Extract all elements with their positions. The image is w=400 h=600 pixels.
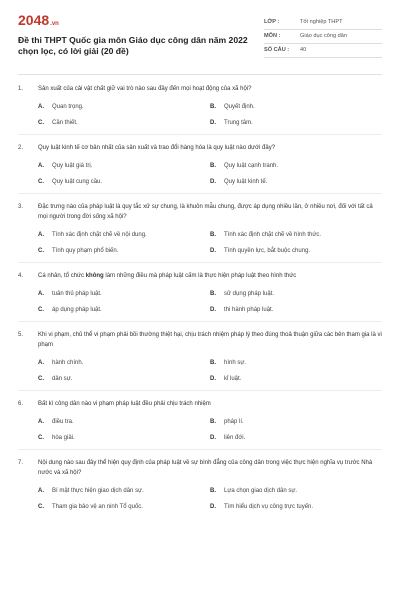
question-text-row	[18, 202, 382, 222]
options	[38, 161, 382, 187]
option-text: thi hành pháp luật.	[224, 307, 274, 313]
option-row	[38, 358, 382, 368]
option-letter: C.	[38, 376, 44, 382]
option-text: kỉ luật.	[224, 376, 242, 382]
option-text: pháp lí.	[224, 419, 244, 425]
meta-value: Tốt nghiệp THPT	[300, 19, 343, 25]
answer-option[interactable]	[210, 502, 382, 512]
answer-option[interactable]	[38, 417, 210, 427]
option-row	[38, 374, 382, 384]
question-number: 3.	[18, 204, 24, 210]
document-meta	[264, 16, 382, 58]
option-text: Quy luật cạnh tranh.	[224, 163, 279, 169]
question-number: 7.	[18, 460, 24, 466]
option-letter: B.	[210, 163, 216, 169]
question-item	[18, 194, 382, 263]
option-letter: D.	[210, 120, 216, 126]
question-text: Đặc trưng nào của pháp luật là quy tắc xử sự chung, là khuôn mẫu chung, được áp dụng nhiều lần, ở nhiều nơi, đối với tất cả mọi người trong đời sống xã hội?	[38, 204, 373, 220]
option-row	[38, 118, 382, 128]
meta-key: MÔN :	[264, 33, 281, 39]
meta-value: 40	[300, 47, 307, 53]
answer-option[interactable]	[38, 374, 210, 384]
question-text-part: làm những điều mà pháp luật cấm là thực hiện pháp luật theo hình thức	[103, 273, 297, 279]
option-text: tuân thủ pháp luật.	[52, 291, 102, 297]
options	[38, 486, 382, 512]
option-letter: B.	[210, 291, 216, 297]
question-text: Nội dung nào sau đây thể hiện quy định của pháp luật về sự bình đẳng của công dân trong việc thực hiện nghĩa vụ trước Nhà nước và xã hội?	[38, 460, 373, 476]
option-text: Tham gia bảo vệ an ninh Tổ quốc.	[52, 504, 143, 510]
option-letter: D.	[210, 248, 216, 254]
question-text-row	[18, 143, 382, 153]
site-logo[interactable]	[18, 12, 248, 32]
option-text: Bí mật thực hiện giao dịch dân sự.	[52, 488, 144, 494]
answer-option[interactable]	[38, 177, 210, 187]
option-letter: B.	[210, 104, 216, 110]
option-text: Quyết định.	[224, 104, 255, 110]
question-text-row	[18, 399, 382, 409]
option-text: Quy luật giá trị.	[52, 163, 93, 169]
question-text-part: Cá nhân, tổ chức	[38, 273, 86, 279]
question-number: 4.	[18, 273, 24, 279]
answer-option[interactable]	[210, 358, 382, 368]
option-row	[38, 502, 382, 512]
option-letter: A.	[38, 163, 44, 169]
answer-option[interactable]	[210, 374, 382, 384]
answer-option[interactable]	[210, 486, 382, 496]
question-text-row	[18, 271, 382, 281]
answer-option[interactable]	[38, 433, 210, 443]
option-row	[38, 161, 382, 171]
option-row	[38, 433, 382, 443]
answer-option[interactable]	[210, 102, 382, 112]
option-text: liên đới.	[224, 435, 246, 441]
option-row	[38, 486, 382, 496]
option-letter: A.	[38, 291, 44, 297]
option-row	[38, 230, 382, 240]
option-letter: B.	[210, 419, 216, 425]
answer-option[interactable]	[38, 118, 210, 128]
option-letter: D.	[210, 376, 216, 382]
question-text-row	[18, 84, 382, 94]
question-text: Bất kì công dân nào vi phạm pháp luật đều phải chịu trách nhiệm	[38, 401, 211, 407]
option-text: hòa giải.	[52, 435, 75, 441]
option-row	[38, 305, 382, 315]
option-text: điều tra.	[52, 419, 74, 425]
answer-option[interactable]	[210, 161, 382, 171]
option-text: Tính xác định chặt chẽ về hình thức.	[224, 232, 322, 238]
header-left	[18, 12, 248, 58]
option-letter: A.	[38, 232, 44, 238]
option-text: Quy luật kinh tế.	[224, 179, 268, 185]
answer-option[interactable]	[38, 502, 210, 512]
answer-option[interactable]	[210, 177, 382, 187]
answer-option[interactable]	[38, 161, 210, 171]
option-text: Trung tâm.	[224, 120, 253, 126]
option-row	[38, 246, 382, 256]
answer-option[interactable]	[38, 486, 210, 496]
options	[38, 230, 382, 256]
question-number: 1.	[18, 86, 24, 92]
answer-option[interactable]	[38, 305, 210, 315]
option-letter: B.	[210, 232, 216, 238]
answer-option[interactable]	[210, 417, 382, 427]
meta-value: Giáo dục công dân	[300, 33, 347, 39]
question-emphasis: không	[85, 273, 104, 279]
answer-option[interactable]	[38, 230, 210, 240]
option-row	[38, 177, 382, 187]
question-number: 2.	[18, 145, 24, 151]
question-item	[18, 391, 382, 450]
option-text: Quan trọng.	[52, 104, 84, 110]
option-text: dân sự.	[52, 376, 73, 382]
question-list	[18, 75, 382, 512]
option-text: Lựa chọn giao dịch dân sự.	[224, 488, 298, 494]
meta-key: LỚP :	[264, 19, 280, 25]
answer-option[interactable]	[210, 289, 382, 299]
option-row	[38, 417, 382, 427]
option-letter: C.	[38, 504, 44, 510]
question-text: Quy luật kinh tế cơ bản nhất của sản xuất và trao đổi hàng hóa là quy luật nào dưới đây?	[38, 145, 276, 151]
logo-domain: .vn	[50, 21, 59, 27]
option-letter: C.	[38, 248, 44, 254]
option-letter: C.	[38, 307, 44, 313]
question-number: 5.	[18, 332, 24, 338]
option-text: Cần thiết.	[52, 120, 78, 126]
question-text: Sản xuất của cải vật chất giữ vai trò nào sau đây đến mọi hoạt động của xã hội?	[38, 86, 252, 92]
document-title: Đề thi THPT Quốc gia môn Giáo dục công dân năm 2022 chọn lọc, có lời giải (20 đề)	[18, 35, 248, 56]
options	[38, 358, 382, 384]
question-text-row	[18, 330, 382, 350]
option-text: hành chính.	[52, 360, 84, 366]
option-row	[38, 289, 382, 299]
option-letter: A.	[38, 104, 44, 110]
answer-option[interactable]	[210, 246, 382, 256]
answer-option[interactable]	[38, 289, 210, 299]
question-item	[18, 450, 382, 512]
logo-text: 2048	[18, 12, 50, 28]
question-text-row	[18, 458, 382, 478]
option-letter: D.	[210, 504, 216, 510]
option-text: Tìm hiểu dịch vụ công trực tuyến.	[224, 504, 314, 510]
answer-option[interactable]	[210, 118, 382, 128]
option-letter: A.	[38, 419, 44, 425]
option-text: Tính xác định chặt chẽ về nội dung.	[52, 232, 147, 238]
option-text: áp dụng pháp luật.	[52, 307, 102, 313]
question-text	[38, 271, 382, 281]
answer-option[interactable]	[210, 433, 382, 443]
option-text: sử dụng pháp luật.	[224, 291, 275, 297]
option-text: Tính quyền lực, bắt buộc chung.	[224, 248, 311, 254]
answer-option[interactable]	[210, 305, 382, 315]
meta-row-count	[264, 44, 382, 58]
option-letter: C.	[38, 120, 44, 126]
option-letter: C.	[38, 435, 44, 441]
answer-option[interactable]	[210, 230, 382, 240]
question-item	[18, 75, 382, 135]
question-text: Khi vi phạm, chủ thể vi phạm phải bồi thường thiệt hại, chịu trách nhiệm pháp lý theo đúng thoả thuận giữa các bên tham gia là vi phạm	[38, 332, 382, 348]
answer-option[interactable]	[38, 102, 210, 112]
answer-option[interactable]	[38, 358, 210, 368]
option-letter: B.	[210, 488, 216, 494]
option-letter: C.	[38, 179, 44, 185]
meta-row-subject	[264, 30, 382, 44]
option-letter: D.	[210, 307, 216, 313]
options	[38, 289, 382, 315]
options	[38, 417, 382, 443]
option-letter: A.	[38, 360, 44, 366]
option-letter: B.	[210, 360, 216, 366]
option-letter: D.	[210, 435, 216, 441]
question-item	[18, 135, 382, 194]
question-number: 6.	[18, 401, 24, 407]
answer-option[interactable]	[38, 246, 210, 256]
document-header	[18, 0, 382, 58]
option-text: Tính quy phạm phổ biến.	[52, 248, 119, 254]
meta-row-grade	[264, 16, 382, 30]
question-item	[18, 322, 382, 391]
question-item	[18, 263, 382, 322]
option-row	[38, 102, 382, 112]
options	[38, 102, 382, 128]
option-text: hình sự.	[224, 360, 247, 366]
option-letter: D.	[210, 179, 216, 185]
meta-key: SỐ CÂU :	[264, 47, 290, 53]
option-letter: A.	[38, 488, 44, 494]
option-text: Quy luật cung cầu.	[52, 179, 103, 185]
